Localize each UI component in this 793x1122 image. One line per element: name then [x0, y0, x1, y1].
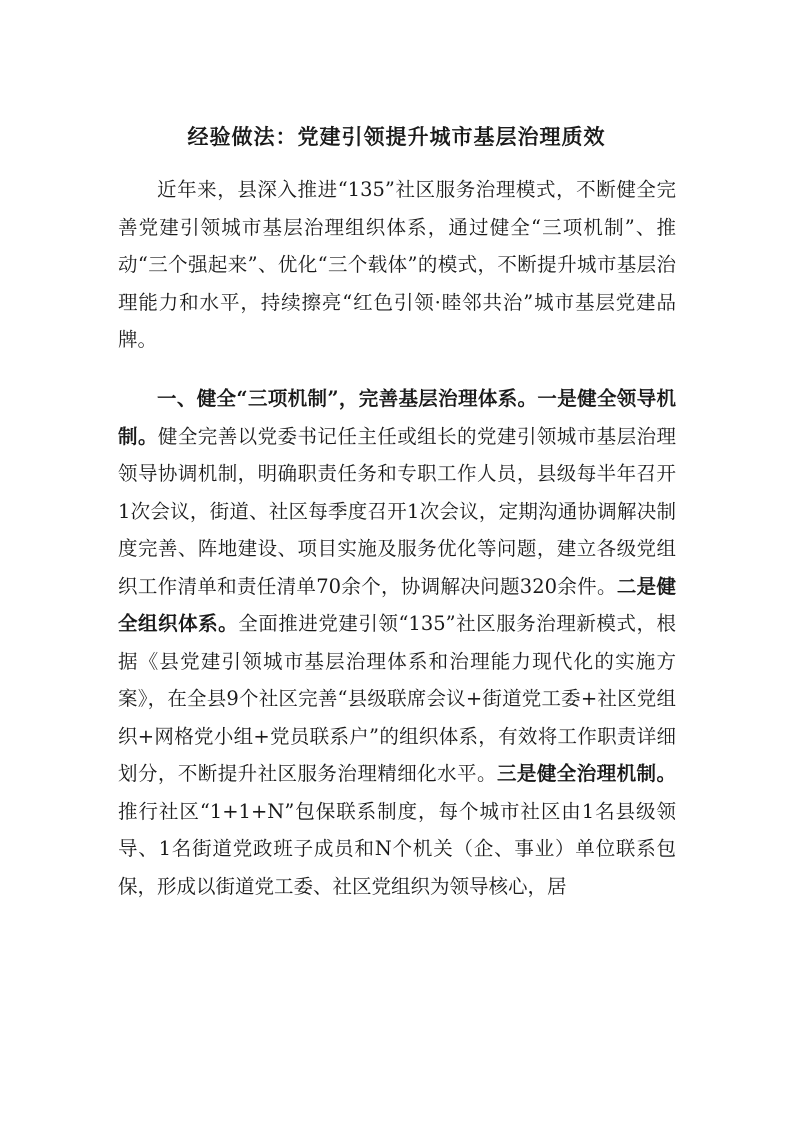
item-3-text: 推行社区“1+1+N”包保联系制度，每个城市社区由1名县级领导、1名街道党政班子成员和N个机关（企、事业）单位联系包保，形成以街道党工委、社区党组织为领导核心，居 — [118, 799, 676, 898]
document-title: 经验做法：党建引领提升城市基层治理质效 — [187, 124, 606, 149]
item-3-label: 三是健全治理机制。 — [496, 762, 676, 785]
section-1-heading: 一、健全“三项机制”，完善基层治理体系。 — [157, 387, 538, 410]
intro-paragraph: 近年来，县深入推进“135”社区服务治理模式，不断健全完善党建引领城市基层治理组织体系，通过健全“三项机制”、推动“三个强起来”、优化“三个载体”的模式，不断提升城市基层治理能力和水平，持续擦亮“红色引领·睦邻共治”城市基层党建品牌。 — [118, 178, 676, 351]
item-2-text: 全面推进党建引领“135”社区服务治理新模式，根据《县党建引领城市基层治理体系和治理能力现代化的实施方案》，在全县9个社区完善“县级联席会议+街道党工委+社区党组织+网格党小组+党员联系户”的组织体系，有效将工作职责详细划分，不断提升社区服务治理精细化水平。 — [118, 612, 676, 785]
item-1-label: 一是健全领导机制。 — [118, 387, 676, 448]
item-2-label: 二是健全组织体系。 — [118, 574, 676, 635]
item-1-text: 健全完善以党委书记任主任或组长的党建引领城市基层治理领导协调机制，明确职责任务和专职工作人员，县级每半年召开1次会议，街道、社区每季度召开1次会议，定期沟通协调解决制度完善、阵地建设、项目实施及服务优化等问题，建立各级党组织工作清单和责任清单70余个，协调解决问题320余件。 — [118, 424, 676, 598]
section-1-paragraph — [118, 380, 676, 905]
